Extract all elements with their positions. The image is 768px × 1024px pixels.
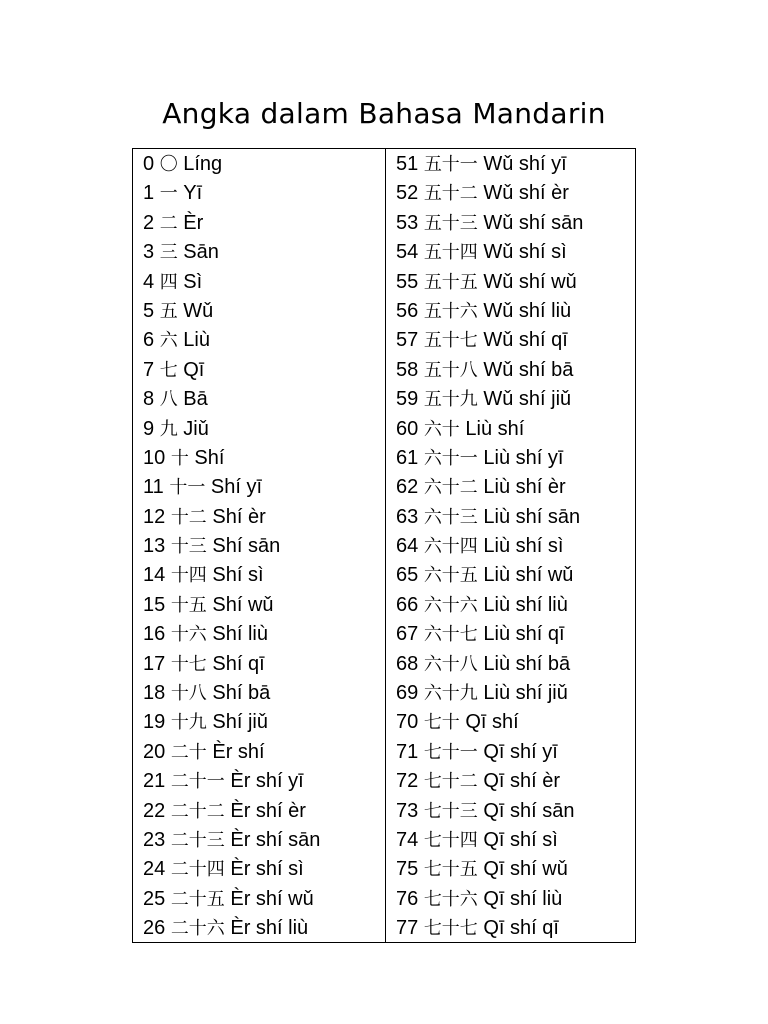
page-title: Angka dalam Bahasa Mandarin — [162, 97, 606, 130]
row-number: 64 — [396, 535, 419, 558]
row-pinyin: Èr shí wǔ — [230, 887, 314, 910]
row-pinyin: Wǔ shí liù — [483, 299, 572, 322]
row-pinyin: Sì — [183, 270, 203, 293]
row-hanzi: 五十一 — [423, 154, 478, 175]
table-row — [143, 326, 385, 355]
table-row — [143, 268, 385, 297]
row-number: 5 — [143, 299, 155, 322]
row-number: 0 — [143, 153, 155, 175]
row-hanzi: 七十 — [423, 712, 460, 734]
row-number: 6 — [143, 329, 155, 352]
row-hanzi: 二十四 — [170, 859, 225, 881]
row-number: 19 — [143, 711, 166, 734]
row-pinyin: Qī shí — [465, 711, 519, 734]
row-hanzi: 二十三 — [170, 829, 225, 851]
row-number: 68 — [396, 652, 419, 675]
row-hanzi: 七 — [159, 359, 178, 381]
row-hanzi: 十七 — [170, 653, 207, 675]
row-hanzi: 六 — [159, 330, 178, 352]
row-pinyin: Wǔ shí qī — [483, 329, 568, 352]
row-pinyin: Qī shí èr — [483, 770, 561, 793]
table-row — [396, 650, 635, 679]
row-hanzi: 六十 — [423, 418, 460, 440]
row-number: 1 — [143, 182, 155, 205]
row-number: 20 — [143, 740, 166, 763]
table-row — [396, 179, 635, 208]
row-number: 26 — [143, 917, 166, 940]
row-number: 77 — [396, 917, 419, 940]
row-number: 25 — [143, 887, 166, 910]
row-pinyin: Wǔ — [183, 299, 214, 322]
row-pinyin: Liù shí — [465, 417, 525, 440]
row-hanzi: 六十三 — [423, 506, 478, 528]
row-number: 3 — [143, 241, 155, 264]
row-number: 9 — [143, 417, 155, 440]
row-pinyin: Liù shí èr — [483, 476, 566, 499]
table-row — [143, 179, 385, 208]
row-pinyin: Liù shí qī — [483, 623, 565, 646]
row-hanzi: 四 — [159, 271, 178, 293]
row-number: 2 — [143, 211, 155, 234]
row-pinyin: Sān — [183, 241, 219, 264]
table-row — [143, 385, 385, 414]
table-row — [396, 738, 635, 767]
row-pinyin: Wǔ shí sān — [483, 211, 584, 234]
table-row — [396, 885, 635, 914]
row-hanzi: 十六 — [170, 624, 207, 646]
table-row — [143, 650, 385, 679]
row-number: 15 — [143, 593, 166, 616]
row-pinyin: Èr shí èr — [230, 799, 306, 822]
row-hanzi: 六十六 — [423, 594, 478, 616]
table-row — [143, 620, 385, 649]
row-number: 22 — [143, 799, 166, 822]
row-hanzi: 七十七 — [423, 918, 478, 940]
row-number: 72 — [396, 770, 419, 793]
row-hanzi: 十 — [170, 447, 189, 469]
row-pinyin: Liù — [183, 329, 210, 352]
row-pinyin: Liù shí bā — [483, 652, 571, 675]
row-number: 23 — [143, 828, 166, 851]
row-hanzi: 二十六 — [170, 918, 225, 940]
row-pinyin: Èr shí sān — [230, 828, 321, 851]
row-pinyin: Shí èr — [212, 505, 266, 528]
row-hanzi: 十一 — [169, 477, 206, 499]
row-pinyin: Liù shí sān — [483, 505, 581, 528]
row-pinyin: Wǔ shí wǔ — [483, 270, 577, 293]
row-number: 11 — [143, 476, 164, 499]
row-pinyin: Èr shí liù — [230, 917, 309, 940]
row-pinyin: Wǔ shí sì — [483, 241, 567, 264]
row-hanzi: 五十二 — [423, 183, 478, 205]
row-number: 53 — [396, 211, 419, 234]
row-number: 58 — [396, 358, 419, 381]
table-row — [396, 444, 635, 473]
table-row — [396, 679, 635, 708]
row-number: 71 — [396, 740, 419, 763]
row-hanzi: 十四 — [170, 565, 207, 587]
table-row — [143, 767, 385, 796]
table-row — [396, 591, 635, 620]
row-hanzi: 五十六 — [423, 300, 478, 322]
row-pinyin: Jiǔ — [183, 417, 209, 440]
table-row — [396, 415, 635, 444]
table-row — [396, 503, 635, 532]
numbers-table — [132, 148, 636, 943]
row-number: 63 — [396, 505, 419, 528]
row-pinyin: Èr — [183, 211, 204, 234]
row-pinyin: Liù shí jiǔ — [483, 682, 568, 705]
row-number: 57 — [396, 329, 419, 352]
table-row — [396, 268, 635, 297]
table-row — [396, 914, 635, 943]
row-number: 24 — [143, 858, 166, 881]
row-hanzi: 五十四 — [423, 242, 478, 264]
row-pinyin: Shí wǔ — [212, 593, 274, 616]
row-number: 59 — [396, 388, 419, 411]
row-hanzi: 三 — [159, 242, 178, 264]
row-hanzi: 二十 — [170, 741, 207, 763]
row-number: 16 — [143, 623, 166, 646]
row-hanzi: 十五 — [170, 594, 207, 616]
table-row — [396, 826, 635, 855]
table-row — [143, 473, 385, 502]
row-number: 62 — [396, 476, 419, 499]
row-pinyin: Qī shí wǔ — [483, 858, 568, 881]
row-pinyin: Qī — [183, 358, 205, 381]
row-number: 14 — [143, 564, 166, 587]
row-hanzi: 七十四 — [423, 829, 478, 851]
right-column — [386, 149, 635, 942]
row-number: 74 — [396, 828, 419, 851]
row-number: 18 — [143, 682, 166, 705]
row-pinyin: Qī shí sān — [483, 799, 575, 822]
row-number: 73 — [396, 799, 419, 822]
row-hanzi: 五十八 — [423, 359, 478, 381]
row-pinyin: Èr shí — [212, 740, 265, 763]
row-hanzi: 〇 — [159, 154, 178, 175]
row-hanzi: 一 — [159, 183, 178, 205]
row-hanzi: 六十八 — [423, 653, 478, 675]
table-row — [396, 855, 635, 884]
table-row — [143, 503, 385, 532]
table-row — [396, 209, 635, 238]
table-row — [143, 444, 385, 473]
table-row — [143, 297, 385, 326]
row-number: 10 — [143, 446, 166, 469]
row-pinyin: Wǔ shí yī — [483, 153, 567, 175]
table-row — [396, 356, 635, 385]
row-hanzi: 十二 — [170, 506, 207, 528]
row-pinyin: Shí sān — [212, 535, 281, 558]
row-hanzi: 五 — [159, 300, 178, 322]
row-hanzi: 六十五 — [423, 565, 478, 587]
row-number: 60 — [396, 417, 419, 440]
row-number: 4 — [143, 270, 155, 293]
table-row — [143, 532, 385, 561]
row-pinyin: Èr shí sì — [230, 858, 304, 881]
table-row — [143, 150, 385, 179]
table-row — [396, 150, 635, 179]
row-number: 17 — [143, 652, 166, 675]
row-number: 54 — [396, 241, 419, 264]
row-pinyin: Qī shí sì — [483, 828, 558, 851]
table-row — [143, 738, 385, 767]
row-hanzi: 十三 — [170, 536, 207, 558]
left-column — [133, 149, 386, 942]
row-pinyin: Bā — [183, 388, 208, 411]
table-row — [143, 561, 385, 590]
row-pinyin: Shí — [194, 446, 225, 469]
row-hanzi: 五十五 — [423, 271, 478, 293]
row-pinyin: Wǔ shí jiǔ — [483, 388, 572, 411]
row-number: 7 — [143, 358, 155, 381]
row-pinyin: Shí liù — [212, 623, 268, 646]
table-row — [396, 767, 635, 796]
table-row — [396, 326, 635, 355]
row-hanzi: 九 — [159, 418, 178, 440]
row-pinyin: Wǔ shí bā — [483, 358, 574, 381]
row-hanzi: 六十四 — [423, 536, 478, 558]
row-hanzi: 十九 — [170, 712, 207, 734]
row-pinyin: Shí qī — [212, 652, 265, 675]
table-row — [143, 591, 385, 620]
row-number: 67 — [396, 623, 419, 646]
table-row — [143, 914, 385, 943]
row-number: 61 — [396, 446, 419, 469]
table-row — [143, 855, 385, 884]
row-hanzi: 五十九 — [423, 389, 478, 411]
table-row — [143, 797, 385, 826]
row-number: 13 — [143, 535, 166, 558]
row-number: 66 — [396, 593, 419, 616]
row-hanzi: 五十七 — [423, 330, 478, 352]
row-number: 56 — [396, 299, 419, 322]
row-hanzi: 二 — [159, 212, 178, 234]
table-row — [396, 385, 635, 414]
table-row — [396, 238, 635, 267]
row-pinyin: Shí jiǔ — [212, 711, 268, 734]
row-pinyin: Qī shí yī — [483, 740, 558, 763]
row-pinyin: Wǔ shí èr — [483, 182, 569, 205]
table-row — [396, 532, 635, 561]
row-number: 76 — [396, 887, 419, 910]
row-pinyin: Qī shí qī — [483, 917, 559, 940]
row-pinyin: Liù shí yī — [483, 446, 564, 469]
table-row — [143, 238, 385, 267]
table-row — [143, 885, 385, 914]
row-hanzi: 二十一 — [170, 771, 225, 793]
row-hanzi: 七十一 — [423, 741, 478, 763]
table-row — [143, 826, 385, 855]
table-row — [143, 708, 385, 737]
row-pinyin: Qī shí liù — [483, 887, 563, 910]
row-pinyin: Líng — [183, 153, 223, 175]
table-row — [143, 679, 385, 708]
row-number: 52 — [396, 182, 419, 205]
table-row — [143, 209, 385, 238]
row-hanzi: 六十九 — [423, 683, 478, 705]
row-hanzi: 七十五 — [423, 859, 478, 881]
row-hanzi: 十八 — [170, 683, 207, 705]
row-number: 8 — [143, 388, 155, 411]
row-number: 70 — [396, 711, 419, 734]
row-hanzi: 八 — [159, 389, 178, 411]
row-hanzi: 七十六 — [423, 888, 478, 910]
row-pinyin: Liù shí wǔ — [483, 564, 574, 587]
table-row — [396, 620, 635, 649]
row-hanzi: 七十三 — [423, 800, 478, 822]
row-hanzi: 六十七 — [423, 624, 478, 646]
row-hanzi: 六十一 — [423, 447, 478, 469]
table-row — [396, 797, 635, 826]
row-number: 55 — [396, 270, 419, 293]
row-hanzi: 五十三 — [423, 212, 478, 234]
row-hanzi: 二十二 — [170, 800, 225, 822]
row-hanzi: 二十五 — [170, 888, 225, 910]
table-row — [396, 708, 635, 737]
row-number: 69 — [396, 682, 419, 705]
row-number: 21 — [143, 770, 166, 793]
row-number: 51 — [396, 153, 419, 175]
row-number: 65 — [396, 564, 419, 587]
table-row — [143, 356, 385, 385]
table-row — [396, 561, 635, 590]
row-pinyin: Shí sì — [212, 564, 264, 587]
row-pinyin: Liù shí liù — [483, 593, 568, 616]
table-row — [396, 297, 635, 326]
row-hanzi: 六十二 — [423, 477, 478, 499]
row-number: 12 — [143, 505, 166, 528]
table-row — [143, 415, 385, 444]
row-number: 75 — [396, 858, 419, 881]
row-pinyin: Liù shí sì — [483, 535, 564, 558]
row-hanzi: 七十二 — [423, 771, 478, 793]
row-pinyin: Èr shí yī — [230, 770, 304, 793]
row-pinyin: Shí bā — [212, 682, 271, 705]
row-pinyin: Shí yī — [210, 476, 263, 499]
table-row — [396, 473, 635, 502]
row-pinyin: Yī — [183, 182, 203, 205]
